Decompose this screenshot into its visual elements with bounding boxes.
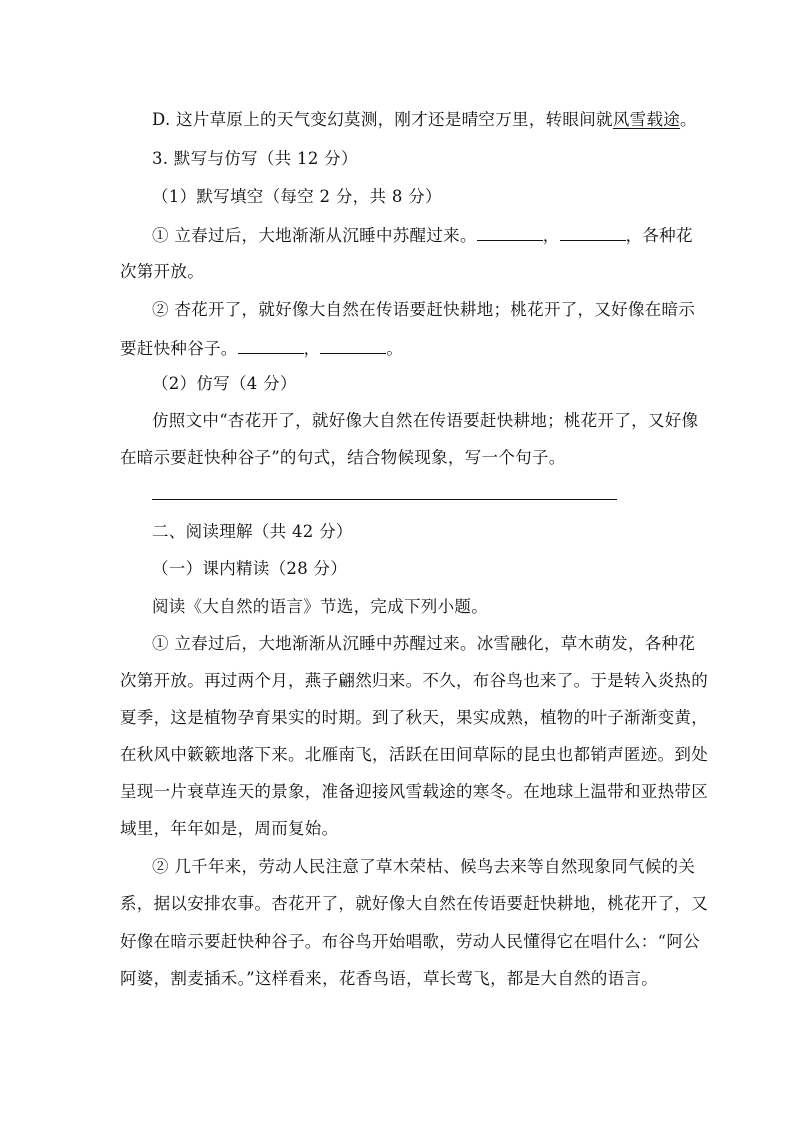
- fill-blank-4[interactable]: [320, 337, 386, 354]
- paragraph-1-line: 夏季，这是植物孕育果实的时期。到了秋天，果实成熟，植物的叶子渐渐变黄，: [120, 708, 708, 727]
- fill-item-1-line-1: [152, 224, 693, 247]
- paragraph-2-line: 系，据以安排农事。杏花开了，就好像大自然在传语要赶快耕地，桃花开了，又: [120, 894, 708, 913]
- paragraph-1-line: 呈现一片衰草连天的景象，准备迎接风雪载途的寒冬。在地球上温带和亚热带区: [120, 782, 708, 801]
- imitate-instruction-line-2: 在暗示要赶快种谷子”的句式，结合物候现象，写一个句子。: [120, 448, 566, 467]
- fill-blank-2[interactable]: [560, 224, 626, 241]
- imitate-instruction-line-1: 仿照文中“杏花开了，就好像大自然在传语要赶快耕地；桃花开了，又好像: [152, 411, 699, 430]
- part-1-title: （1）默写填空（每空 2 分，共 8 分）: [152, 187, 442, 206]
- option-d-period: 。: [680, 110, 697, 129]
- reading-instruction: 阅读《大自然的语言》节选，完成下列小题。: [152, 597, 488, 616]
- period: 。: [386, 339, 404, 358]
- fill-item-1-line-2: 次第开放。: [120, 262, 204, 281]
- fill-blank-1[interactable]: [477, 224, 543, 241]
- reading-section-title: 二、阅读理解（共 42 分）: [152, 522, 353, 541]
- paragraph-2-line: ② 几千年来，劳动人民注意了草木荣枯、候鸟去来等自然现象同气候的关: [152, 857, 696, 876]
- paragraph-1-line: 域里，年年如是，周而复始。: [120, 819, 339, 838]
- paragraph-2-line: 好像在暗示要赶快种谷子。布谷鸟开始唱歌，劳动人民懂得它在唱什么：“阿公: [120, 932, 700, 951]
- comma: ，: [542, 226, 560, 245]
- part-2-title: （2）仿写（4 分）: [152, 374, 297, 393]
- answer-writing-line[interactable]: [152, 499, 617, 500]
- option-d-text: D. 这片草原上的天气变幻莫测，刚才还是晴空万里，转眼间就: [152, 110, 613, 129]
- paragraph-1-line: ① 立春过后，大地渐渐从沉睡中苏醒过来。冰雪融化，草木萌发，各种花: [152, 634, 696, 653]
- reading-subsection-title: （一）课内精读（28 分）: [152, 559, 348, 578]
- option-d: [152, 109, 697, 131]
- paragraph-2-line: 阿婆，割麦插禾。”这样看来，花香鸟语，草长莺飞，都是大自然的语言。: [120, 969, 659, 988]
- fill-item-2-text: 要赶快种谷子。: [120, 339, 238, 358]
- fill-item-2-line-2: [120, 337, 403, 360]
- paragraph-1-line: 次第开放。再过两个月，燕子翩然归来。不久，布谷鸟也来了。于是转入炎热的: [120, 671, 708, 690]
- comma: ，: [303, 339, 321, 358]
- fill-item-1-text: ① 立春过后，大地渐渐从沉睡中苏醒过来。: [152, 226, 477, 245]
- fill-item-1-tail: ，各种花: [625, 226, 693, 245]
- fill-item-2-line-1: ② 杏花开了，就好像大自然在传语要赶快耕地；桃花开了，又好像在暗示: [152, 300, 696, 319]
- option-d-underlined-phrase: 风雪载途: [612, 110, 681, 129]
- section-3-title: 3. 默写与仿写（共 12 分）: [152, 149, 358, 168]
- fill-blank-3[interactable]: [238, 337, 304, 354]
- paragraph-1-line: 在秋风中簌簌地落下来。北雁南飞，活跃在田间草际的昆虫也都销声匿迹。到处: [120, 745, 708, 764]
